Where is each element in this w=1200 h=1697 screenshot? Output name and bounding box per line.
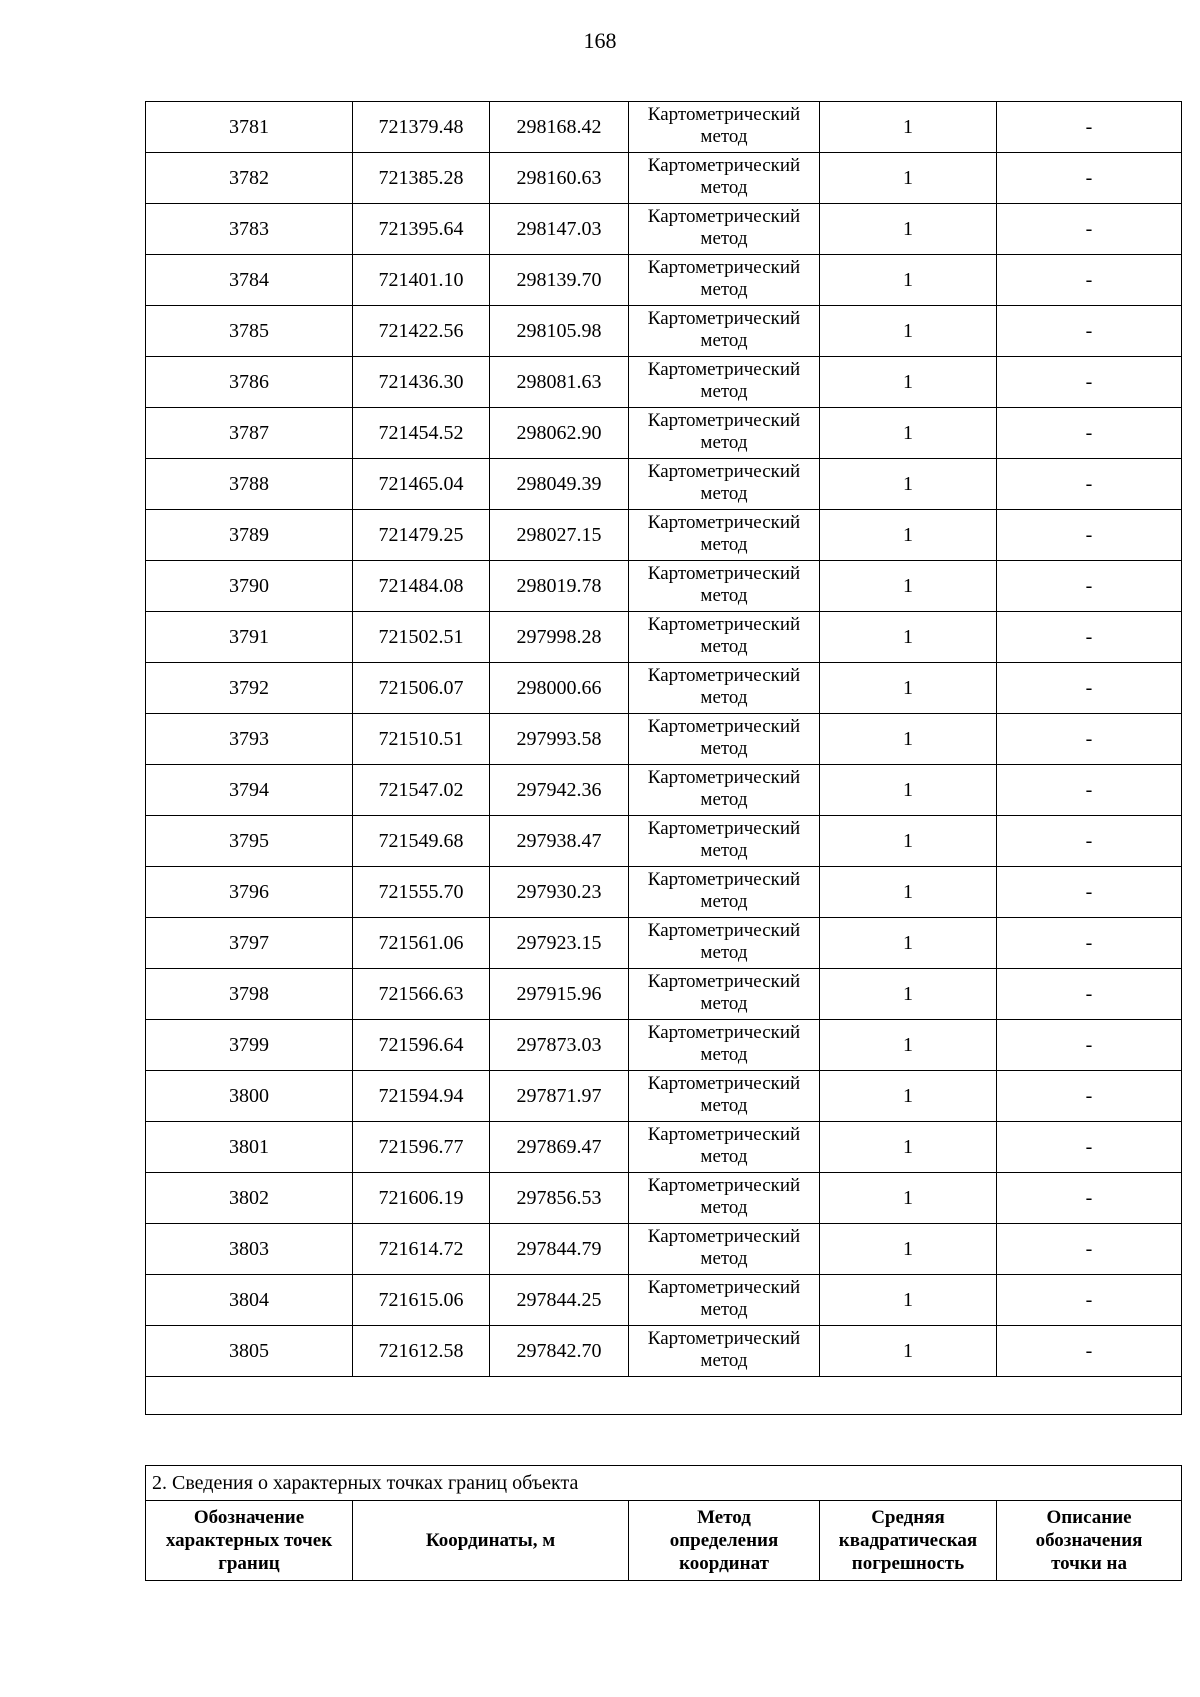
method-line: Картометрический — [647, 104, 801, 125]
cell-method — [629, 561, 820, 612]
method-line: Картометрический — [647, 308, 801, 329]
cell-error: 1 — [820, 357, 997, 408]
cell-method — [629, 612, 820, 663]
cell-method — [629, 408, 820, 459]
cell-x-coordinate: 721596.64 — [353, 1020, 490, 1071]
cell-error: 1 — [820, 306, 997, 357]
cell-point-number: 3795 — [146, 816, 353, 867]
table-row — [146, 1071, 1182, 1122]
header-text: характерных точек — [165, 1530, 333, 1551]
cell-y-coordinate: 297938.47 — [490, 816, 629, 867]
cell-y-coordinate: 298027.15 — [490, 510, 629, 561]
table-row — [146, 867, 1182, 918]
cell-error: 1 — [820, 1275, 997, 1326]
method-line: метод — [700, 432, 748, 453]
cell-method — [629, 306, 820, 357]
cell-point-number: 3798 — [146, 969, 353, 1020]
table-row — [146, 204, 1182, 255]
cell-error: 1 — [820, 1326, 997, 1377]
method-line: Картометрический — [647, 869, 801, 890]
cell-description: - — [997, 1326, 1182, 1377]
table-row — [146, 1173, 1182, 1224]
cell-point-number: 3802 — [146, 1173, 353, 1224]
method-line: метод — [700, 1044, 748, 1065]
header-text: границ — [218, 1553, 280, 1574]
cell-description: - — [997, 408, 1182, 459]
method-line: метод — [700, 789, 748, 810]
method-line: Картометрический — [647, 1277, 801, 1298]
cell-x-coordinate: 721606.19 — [353, 1173, 490, 1224]
cell-x-coordinate: 721615.06 — [353, 1275, 490, 1326]
cell-point-number: 3790 — [146, 561, 353, 612]
cell-method — [629, 918, 820, 969]
table-row — [146, 408, 1182, 459]
cell-y-coordinate: 297930.23 — [490, 867, 629, 918]
cell-description: - — [997, 1224, 1182, 1275]
method-line: метод — [700, 177, 748, 198]
cell-x-coordinate: 721385.28 — [353, 153, 490, 204]
cell-y-coordinate: 298147.03 — [490, 204, 629, 255]
cell-description: - — [997, 714, 1182, 765]
method-line: метод — [700, 228, 748, 249]
cell-x-coordinate: 721614.72 — [353, 1224, 490, 1275]
cell-y-coordinate: 298019.78 — [490, 561, 629, 612]
cell-y-coordinate: 297942.36 — [490, 765, 629, 816]
table-row — [146, 612, 1182, 663]
table-row — [146, 1224, 1182, 1275]
cell-y-coordinate: 297871.97 — [490, 1071, 629, 1122]
cell-description: - — [997, 510, 1182, 561]
table-row — [146, 153, 1182, 204]
cell-description: - — [997, 765, 1182, 816]
method-line: метод — [700, 126, 748, 147]
cell-method — [629, 1071, 820, 1122]
method-line: Картометрический — [647, 1328, 801, 1349]
table-row — [146, 357, 1182, 408]
cell-description: - — [997, 459, 1182, 510]
cell-description: - — [997, 918, 1182, 969]
cell-method — [629, 816, 820, 867]
cell-x-coordinate: 721549.68 — [353, 816, 490, 867]
method-line: метод — [700, 330, 748, 351]
cell-method — [629, 510, 820, 561]
cell-y-coordinate: 297923.15 — [490, 918, 629, 969]
cell-point-number: 3791 — [146, 612, 353, 663]
cell-method — [629, 357, 820, 408]
cell-point-number: 3796 — [146, 867, 353, 918]
method-line: метод — [700, 1146, 748, 1167]
method-line: метод — [700, 993, 748, 1014]
cell-description: - — [997, 1122, 1182, 1173]
method-line: Картометрический — [647, 257, 801, 278]
method-line: метод — [700, 483, 748, 504]
cell-method — [629, 867, 820, 918]
header-coordinates: Координаты, м — [353, 1501, 629, 1581]
method-line: Картометрический — [647, 767, 801, 788]
table-row — [146, 663, 1182, 714]
header-point-designation — [146, 1501, 353, 1581]
header-text: определения — [669, 1530, 779, 1551]
cell-description: - — [997, 561, 1182, 612]
table-row — [146, 1326, 1182, 1377]
cell-y-coordinate: 298000.66 — [490, 663, 629, 714]
method-line: Картометрический — [647, 818, 801, 839]
table-row — [146, 1122, 1182, 1173]
method-line: метод — [700, 687, 748, 708]
table-row — [146, 969, 1182, 1020]
cell-method — [629, 1020, 820, 1071]
cell-description: - — [997, 1071, 1182, 1122]
cell-y-coordinate: 298049.39 — [490, 459, 629, 510]
cell-error: 1 — [820, 1224, 997, 1275]
cell-x-coordinate: 721479.25 — [353, 510, 490, 561]
cell-y-coordinate: 297844.25 — [490, 1275, 629, 1326]
cell-error: 1 — [820, 408, 997, 459]
cell-error: 1 — [820, 612, 997, 663]
table-row — [146, 1275, 1182, 1326]
cell-x-coordinate: 721379.48 — [353, 102, 490, 153]
cell-point-number: 3799 — [146, 1020, 353, 1071]
cell-error: 1 — [820, 1020, 997, 1071]
cell-x-coordinate: 721401.10 — [353, 255, 490, 306]
cell-y-coordinate: 298139.70 — [490, 255, 629, 306]
section2-table — [145, 1465, 1182, 1581]
cell-method — [629, 1173, 820, 1224]
cell-description: - — [997, 1020, 1182, 1071]
cell-point-number: 3793 — [146, 714, 353, 765]
coordinates-table — [145, 101, 1182, 1415]
cell-y-coordinate: 297856.53 — [490, 1173, 629, 1224]
page-number: 168 — [583, 28, 617, 53]
cell-y-coordinate: 297993.58 — [490, 714, 629, 765]
cell-point-number: 3781 — [146, 102, 353, 153]
method-line: Картометрический — [647, 1124, 801, 1145]
cell-point-number: 3803 — [146, 1224, 353, 1275]
header-text: Обозначение — [193, 1507, 305, 1528]
cell-x-coordinate: 721566.63 — [353, 969, 490, 1020]
cell-y-coordinate: 298105.98 — [490, 306, 629, 357]
cell-x-coordinate: 721594.94 — [353, 1071, 490, 1122]
method-line: метод — [700, 942, 748, 963]
method-line: Картометрический — [647, 1073, 801, 1094]
cell-error: 1 — [820, 663, 997, 714]
method-line: Картометрический — [647, 512, 801, 533]
cell-description: - — [997, 612, 1182, 663]
cell-point-number: 3786 — [146, 357, 353, 408]
method-line: метод — [700, 1095, 748, 1116]
method-line: метод — [700, 381, 748, 402]
method-line: Картометрический — [647, 920, 801, 941]
cell-y-coordinate: 298168.42 — [490, 102, 629, 153]
header-text: координат — [679, 1553, 769, 1574]
cell-error: 1 — [820, 867, 997, 918]
header-row — [146, 1501, 1182, 1581]
cell-description: - — [997, 969, 1182, 1020]
cell-y-coordinate: 297998.28 — [490, 612, 629, 663]
cell-point-number: 3782 — [146, 153, 353, 204]
cell-y-coordinate: 298081.63 — [490, 357, 629, 408]
cell-y-coordinate: 297869.47 — [490, 1122, 629, 1173]
method-line: Картометрический — [647, 716, 801, 737]
cell-point-number: 3783 — [146, 204, 353, 255]
table-row — [146, 561, 1182, 612]
method-line: Картометрический — [647, 1226, 801, 1247]
method-line: Картометрический — [647, 614, 801, 635]
cell-point-number: 3804 — [146, 1275, 353, 1326]
method-line: Картометрический — [647, 971, 801, 992]
cell-error: 1 — [820, 204, 997, 255]
cell-description: - — [997, 1275, 1182, 1326]
cell-y-coordinate: 298160.63 — [490, 153, 629, 204]
header-text: обозначения — [1035, 1530, 1143, 1551]
cell-description: - — [997, 663, 1182, 714]
cell-description: - — [997, 867, 1182, 918]
empty-cell — [146, 1377, 1182, 1415]
method-line: Картометрический — [647, 206, 801, 227]
cell-method — [629, 663, 820, 714]
header-text: Описание — [1046, 1507, 1132, 1528]
cell-error: 1 — [820, 102, 997, 153]
cell-x-coordinate: 721506.07 — [353, 663, 490, 714]
cell-error: 1 — [820, 714, 997, 765]
cell-error: 1 — [820, 1122, 997, 1173]
cell-x-coordinate: 721547.02 — [353, 765, 490, 816]
method-line: Картометрический — [647, 1022, 801, 1043]
cell-description: - — [997, 1173, 1182, 1224]
cell-description: - — [997, 204, 1182, 255]
table-row — [146, 765, 1182, 816]
cell-point-number: 3788 — [146, 459, 353, 510]
cell-point-number: 3785 — [146, 306, 353, 357]
cell-point-number: 3787 — [146, 408, 353, 459]
cell-method — [629, 765, 820, 816]
method-line: Картометрический — [647, 410, 801, 431]
table-row — [146, 510, 1182, 561]
empty-row — [146, 1377, 1182, 1415]
method-line: метод — [700, 738, 748, 759]
cell-method — [629, 1326, 820, 1377]
cell-y-coordinate: 297873.03 — [490, 1020, 629, 1071]
cell-x-coordinate: 721465.04 — [353, 459, 490, 510]
header-text: квадратическая — [838, 1530, 978, 1551]
cell-method — [629, 255, 820, 306]
cell-error: 1 — [820, 153, 997, 204]
method-line: метод — [700, 840, 748, 861]
cell-x-coordinate: 721454.52 — [353, 408, 490, 459]
cell-point-number: 3792 — [146, 663, 353, 714]
header-description — [997, 1501, 1182, 1581]
cell-x-coordinate: 721561.06 — [353, 918, 490, 969]
cell-method — [629, 1275, 820, 1326]
method-line: метод — [700, 891, 748, 912]
cell-method — [629, 1122, 820, 1173]
method-line: метод — [700, 1299, 748, 1320]
cell-y-coordinate: 297915.96 — [490, 969, 629, 1020]
table-row — [146, 306, 1182, 357]
header-text: точки на — [1051, 1553, 1127, 1574]
header-text: погрешность — [851, 1553, 965, 1574]
cell-point-number: 3789 — [146, 510, 353, 561]
cell-x-coordinate: 721510.51 — [353, 714, 490, 765]
method-line: метод — [700, 279, 748, 300]
table-row — [146, 255, 1182, 306]
table-row — [146, 918, 1182, 969]
table-row — [146, 102, 1182, 153]
cell-x-coordinate: 721612.58 — [353, 1326, 490, 1377]
method-line: Картометрический — [647, 1175, 801, 1196]
cell-point-number: 3800 — [146, 1071, 353, 1122]
cell-y-coordinate: 298062.90 — [490, 408, 629, 459]
cell-method — [629, 1224, 820, 1275]
header-text: Метод — [697, 1507, 751, 1528]
cell-x-coordinate: 721555.70 — [353, 867, 490, 918]
table-row — [146, 714, 1182, 765]
cell-description: - — [997, 102, 1182, 153]
cell-method — [629, 153, 820, 204]
cell-y-coordinate: 297842.70 — [490, 1326, 629, 1377]
table-row — [146, 459, 1182, 510]
cell-error: 1 — [820, 1071, 997, 1122]
cell-method — [629, 102, 820, 153]
method-line: Картометрический — [647, 461, 801, 482]
cell-error: 1 — [820, 765, 997, 816]
cell-description: - — [997, 153, 1182, 204]
cell-point-number: 3784 — [146, 255, 353, 306]
cell-x-coordinate: 721395.64 — [353, 204, 490, 255]
method-line: метод — [700, 1197, 748, 1218]
cell-x-coordinate: 721502.51 — [353, 612, 490, 663]
cell-x-coordinate: 721596.77 — [353, 1122, 490, 1173]
section-title: 2. Сведения о характерных точках границ объекта — [146, 1466, 1182, 1501]
cell-error: 1 — [820, 1173, 997, 1224]
cell-point-number: 3797 — [146, 918, 353, 969]
header-text: Средняя — [871, 1507, 945, 1528]
method-line: Картометрический — [647, 665, 801, 686]
cell-error: 1 — [820, 816, 997, 867]
cell-point-number: 3801 — [146, 1122, 353, 1173]
cell-error: 1 — [820, 561, 997, 612]
cell-description: - — [997, 306, 1182, 357]
cell-description: - — [997, 357, 1182, 408]
cell-description: - — [997, 255, 1182, 306]
method-line: метод — [700, 636, 748, 657]
cell-method — [629, 714, 820, 765]
method-line: метод — [700, 585, 748, 606]
header-error — [820, 1501, 997, 1581]
cell-description: - — [997, 816, 1182, 867]
method-line: метод — [700, 1350, 748, 1371]
cell-method — [629, 459, 820, 510]
header-method — [629, 1501, 820, 1581]
cell-point-number: 3805 — [146, 1326, 353, 1377]
cell-error: 1 — [820, 918, 997, 969]
table-row — [146, 1020, 1182, 1071]
cell-y-coordinate: 297844.79 — [490, 1224, 629, 1275]
table-row — [146, 816, 1182, 867]
method-line: Картометрический — [647, 155, 801, 176]
cell-x-coordinate: 721422.56 — [353, 306, 490, 357]
method-line: Картометрический — [647, 563, 801, 584]
cell-point-number: 3794 — [146, 765, 353, 816]
method-line: Картометрический — [647, 359, 801, 380]
cell-method — [629, 969, 820, 1020]
cell-error: 1 — [820, 459, 997, 510]
cell-error: 1 — [820, 510, 997, 561]
method-line: метод — [700, 1248, 748, 1269]
cell-x-coordinate: 721436.30 — [353, 357, 490, 408]
method-line: метод — [700, 534, 748, 555]
cell-method — [629, 204, 820, 255]
cell-error: 1 — [820, 255, 997, 306]
cell-error: 1 — [820, 969, 997, 1020]
cell-x-coordinate: 721484.08 — [353, 561, 490, 612]
